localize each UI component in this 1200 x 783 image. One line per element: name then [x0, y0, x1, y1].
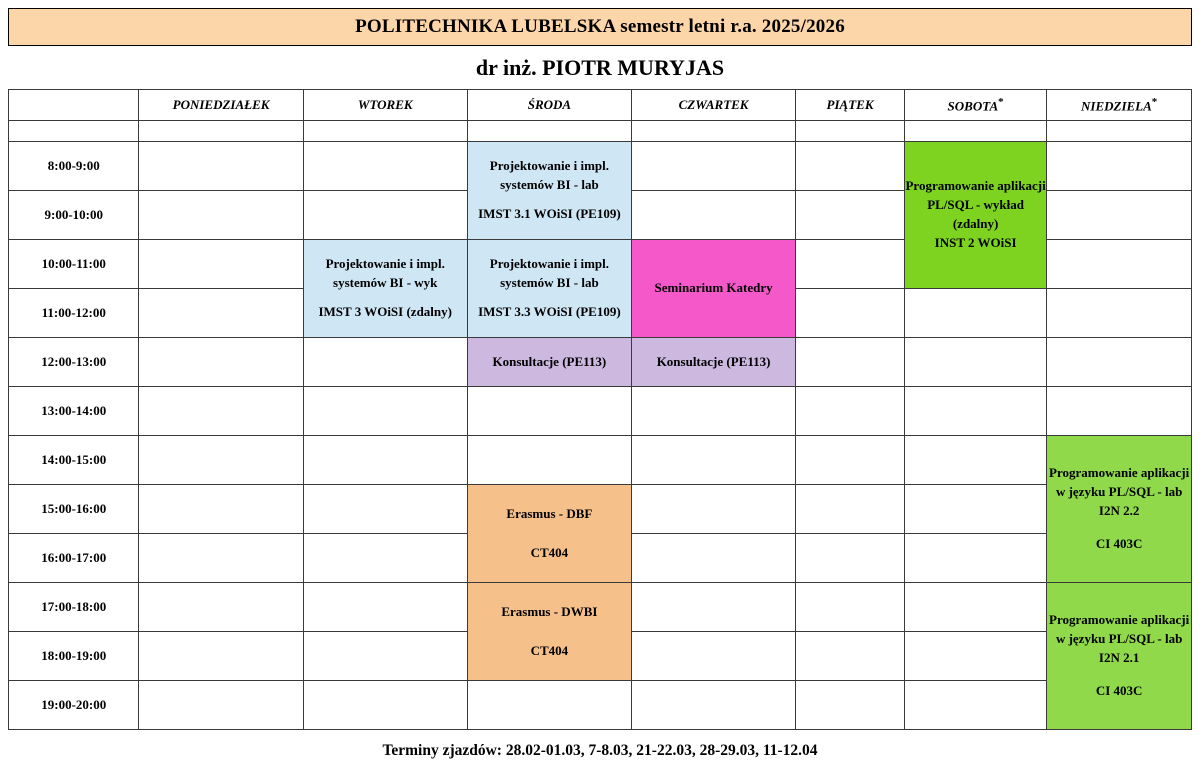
cell-sat-1200: [904, 338, 1046, 387]
cell-sun-1200: [1047, 338, 1192, 387]
event-sun-plsql-lab-22[interactable]: [1047, 436, 1192, 583]
cell-sun-0900: [1047, 191, 1192, 240]
cell-tue-1400: [303, 436, 467, 485]
time-label-1200: 12:00-13:00: [9, 338, 139, 387]
column-header-sunday: [1047, 90, 1192, 121]
time-label-1600: 16:00-17:00: [9, 534, 139, 583]
time-label-1800: 18:00-19:00: [9, 632, 139, 681]
column-header-wednesday: [467, 90, 631, 121]
cell-mon-1700: [139, 583, 303, 632]
cell-tue-0800: [303, 142, 467, 191]
column-header-tuesday-label: WTOREK: [357, 97, 413, 112]
event-wed-erasmus-dbf-room: CT404: [530, 544, 569, 560]
time-label-1100: 11:00-12:00: [9, 289, 139, 338]
cell-mon-1600: [139, 534, 303, 583]
event-wed-bi-lab-1-room: IMST 3.1 WOiSI (PE109): [478, 205, 621, 221]
table-row: [9, 142, 1192, 191]
sunday-asterisk: *: [1151, 95, 1158, 108]
event-thu-konsultacje[interactable]: [631, 338, 795, 387]
spacer-cell-saturday: [904, 121, 1046, 142]
column-header-saturday-label: SOBOTA: [947, 98, 999, 114]
column-header-friday: [796, 90, 905, 121]
page-banner: POLITECHNIKA LUBELSKA semestr letni r.a. 2025/2026: [8, 8, 1192, 46]
cell-sun-1300: [1047, 387, 1192, 436]
cell-mon-1800: [139, 632, 303, 681]
event-wed-erasmus-dbf-title: Erasmus - DBF: [506, 505, 593, 521]
event-wed-erasmus-dwbi-title: Erasmus - DWBI: [501, 603, 598, 619]
event-wed-erasmus-dwbi[interactable]: [467, 583, 631, 681]
event-wed-konsultacje-title: Konsultacje (PE113): [492, 353, 607, 369]
column-header-tuesday: [303, 90, 467, 121]
event-tue-bi-wyklad-room: IMST 3 WOiSI (zdalny): [318, 303, 452, 319]
cell-fri-1800: [796, 632, 905, 681]
spacer-cell-monday: [139, 121, 303, 142]
cell-tue-0900: [303, 191, 467, 240]
time-label-1300: 13:00-14:00: [9, 387, 139, 436]
cell-fri-1700: [796, 583, 905, 632]
time-label-1900: 19:00-20:00: [9, 681, 139, 730]
cell-thu-1700: [631, 583, 795, 632]
spacer-cell-wednesday: [467, 121, 631, 142]
table-row: [9, 485, 1192, 534]
table-row: [9, 681, 1192, 730]
column-header-wednesday-label: ŚRODA: [527, 97, 572, 112]
saturday-asterisk: *: [998, 95, 1004, 108]
cell-tue-1800: [303, 632, 467, 681]
event-sun-plsql-lab-22-title: Programowanie aplikacji w języku PL/SQL - lab I2N 2.2: [1049, 465, 1190, 518]
event-wed-bi-lab-1[interactable]: [467, 142, 631, 240]
cell-mon-0800: [139, 142, 303, 191]
column-header-thursday-label: CZWARTEK: [678, 97, 749, 112]
schedule-page: [0, 8, 1200, 783]
column-header-sunday-label: NIEDZIELA: [1081, 98, 1152, 114]
event-sat-plsql-wyklad-title: Programowanie aplikacji PL/SQL - wykład (zdalny): [905, 178, 1046, 231]
time-label-1000: 10:00-11:00: [9, 240, 139, 289]
event-wed-bi-lab-2-title: Projektowanie i impl. systemów BI - lab: [489, 256, 610, 291]
cell-wed-1900: [467, 681, 631, 730]
spacer-row: [9, 121, 1192, 142]
time-label-0900: 9:00-10:00: [9, 191, 139, 240]
cell-mon-1900: [139, 681, 303, 730]
event-wed-erasmus-dwbi-room: CT404: [530, 642, 569, 658]
spacer-cell-thursday: [631, 121, 795, 142]
cell-fri-1100: [796, 289, 905, 338]
cell-fri-0900: [796, 191, 905, 240]
event-sun-plsql-lab-21[interactable]: [1047, 583, 1192, 730]
cell-sat-1600: [904, 534, 1046, 583]
column-header-saturday: [904, 90, 1046, 121]
cell-sun-1100: [1047, 289, 1192, 338]
cell-mon-1300: [139, 387, 303, 436]
cell-sat-1500: [904, 485, 1046, 534]
spacer-cell-time: [9, 121, 139, 142]
cell-fri-1600: [796, 534, 905, 583]
spacer-cell-sunday: [1047, 121, 1192, 142]
column-header-monday-label: PONIEDZIAŁEK: [172, 97, 270, 112]
cell-fri-1200: [796, 338, 905, 387]
cell-sat-1400: [904, 436, 1046, 485]
event-thu-seminarium-title: Seminarium Katedry: [654, 280, 773, 296]
event-wed-bi-lab-1-title: Projektowanie i impl. systemów BI - lab: [489, 158, 610, 193]
spacer-cell-tuesday: [303, 121, 467, 142]
table-row: [9, 583, 1192, 632]
cell-sun-0800: [1047, 142, 1192, 191]
cell-mon-1100: [139, 289, 303, 338]
event-sat-plsql-wyklad[interactable]: [904, 142, 1046, 289]
cell-thu-1900: [631, 681, 795, 730]
cell-tue-1600: [303, 534, 467, 583]
cell-tue-1500: [303, 485, 467, 534]
event-sat-plsql-wyklad-room: INST 2 WOiSI: [934, 234, 1017, 250]
event-sun-plsql-lab-21-title: Programowanie aplikacji w języku PL/SQL - lab I2N 2.1: [1049, 612, 1190, 665]
column-header-monday: [139, 90, 303, 121]
event-sun-plsql-lab-21-room: CI 403C: [1095, 682, 1143, 698]
cell-sun-1000: [1047, 240, 1192, 289]
event-wed-bi-lab-2-room: IMST 3.3 WOiSI (PE109): [478, 303, 621, 319]
table-header-row: [9, 90, 1192, 121]
event-wed-bi-lab-2[interactable]: [467, 240, 631, 338]
spacer-cell-friday: [796, 121, 905, 142]
schedule-table: [8, 89, 1192, 730]
cell-thu-1800: [631, 632, 795, 681]
event-thu-konsultacje-title: Konsultacje (PE113): [656, 353, 771, 369]
event-wed-konsultacje[interactable]: [467, 338, 631, 387]
event-sun-plsql-lab-22-room: CI 403C: [1095, 535, 1143, 551]
footer-note: Terminy zjazdów: 28.02-01.03, 7-8.03, 21-22.03, 28-29.03, 11-12.04: [382, 742, 818, 759]
cell-mon-1200: [139, 338, 303, 387]
column-header-friday-label: PIĄTEK: [826, 97, 874, 112]
cell-wed-1300: [467, 387, 631, 436]
column-header-empty: [9, 90, 139, 121]
cell-sat-1100: [904, 289, 1046, 338]
time-label-1500: 15:00-16:00: [9, 485, 139, 534]
cell-fri-1000: [796, 240, 905, 289]
cell-thu-1400: [631, 436, 795, 485]
column-header-thursday: [631, 90, 795, 121]
cell-thu-1500: [631, 485, 795, 534]
table-row: [9, 436, 1192, 485]
table-row: [9, 338, 1192, 387]
time-label-1700: 17:00-18:00: [9, 583, 139, 632]
cell-fri-1300: [796, 387, 905, 436]
page-title: dr inż. PIOTR MURYJAS: [475, 55, 725, 80]
cell-thu-1600: [631, 534, 795, 583]
time-label-1400: 14:00-15:00: [9, 436, 139, 485]
cell-tue-1200: [303, 338, 467, 387]
event-thu-seminarium[interactable]: [631, 240, 795, 338]
cell-fri-1900: [796, 681, 905, 730]
cell-fri-1500: [796, 485, 905, 534]
cell-mon-1000: [139, 240, 303, 289]
cell-tue-1700: [303, 583, 467, 632]
event-tue-bi-wyklad[interactable]: [303, 240, 467, 338]
cell-tue-1300: [303, 387, 467, 436]
cell-tue-1900: [303, 681, 467, 730]
cell-wed-1400: [467, 436, 631, 485]
cell-fri-1400: [796, 436, 905, 485]
time-label-0800: 8:00-9:00: [9, 142, 139, 191]
event-tue-bi-wyklad-title: Projektowanie i impl. systemów BI - wyk: [325, 256, 445, 291]
table-row: [9, 387, 1192, 436]
cell-mon-1400: [139, 436, 303, 485]
cell-sat-1700: [904, 583, 1046, 632]
cell-sat-1900: [904, 681, 1046, 730]
cell-fri-0800: [796, 142, 905, 191]
cell-thu-0900: [631, 191, 795, 240]
event-wed-erasmus-dbf[interactable]: [467, 485, 631, 583]
cell-mon-1500: [139, 485, 303, 534]
cell-sat-1300: [904, 387, 1046, 436]
cell-thu-0800: [631, 142, 795, 191]
cell-mon-0900: [139, 191, 303, 240]
cell-sat-1800: [904, 632, 1046, 681]
cell-thu-1300: [631, 387, 795, 436]
